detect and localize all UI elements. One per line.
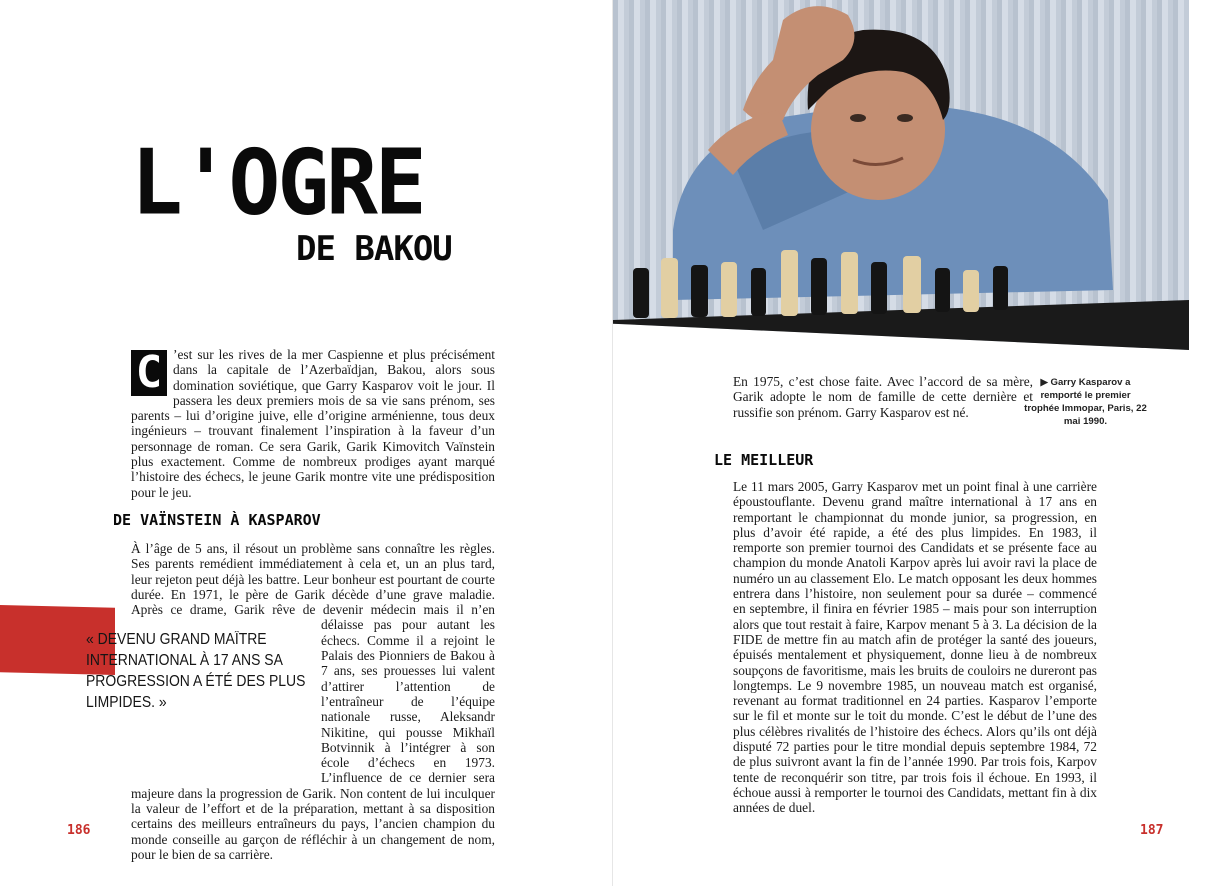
intro-text: ’est sur les rives de la mer Caspienne et plus précisément dans la capitale de l’Azerbaïdjan, Bakou, alors sous domination soviétique, que Garry Kasparov voit le jour. Il passera les deux premiers mois de sa vie sans prénom, ses parents – lui d’origine juive, elle d’origine arménienne, tous deux ingénieurs – trouvant finalement l’inspiration à la faveur d’un personnage de roman. Ce sera Garik, Garik Kimovitch Vaïnstein plus exactement. Comme de nombreux prodiges ayant marqué l’histoire des échecs, le jeune Garik montre vite une prédisposition pour le jeu. xyxy=(131,347,495,500)
section-text-right: Le 11 mars 2005, Garry Kasparov met un point final à une carrière époustouflante. Devenu grand maître international à 17 ans en remportant le championnat du monde junior, sa progression, en plus d’avoir été rapide, a été des plus limpides. En 1983, il remporte son premier tournoi des Candidats et se présente face au champion du monde Anatoli Karpov après lui avoir ravi la place de numéro un au classement Elo. Le match opposant les deux hommes entrera dans l’histoire, non seulement pour sa durée – commencé en septembre, il finira en février 1985 – mais pour son interruption alors que tout restait à faire, Karpov menant 5 à 3. La décision de la FIDE de mettre fin au match afin de protéger la santé des joueurs, épuisés mentalement et physiquement, donne lieu à de nombreux soupçons de favoritisme, mais les bruits de couloirs ne dureront pas longtemps. Le 9 novembre 1985, un nouveau match est organisé, revenant au format traditionnel en 24 parties. Kasparov l’emporte sur le fil et monte sur le toit du monde. C’est le début de l’une des plus célèbres rivalités de l’histoire des échecs. Alors qu’ils ont déjà disputé 72 parties pour le titre mondial depuis septembre 1984, 72 de plus suivront avant la fin de l’année 1990. Par trois fois, Karpov tente de reconquérir son titre, par trois fois il échoue. En 1993, il échoue aussi à remporter le tournoi des Candidats, mettant fin à dix années de duel. xyxy=(733,479,1097,816)
article-title: L'OGRE xyxy=(131,130,424,236)
photo-illustration xyxy=(613,0,1189,350)
photo-caption: ▶ Garry Kasparov a remporté le premier trophée Immopar, Paris, 22 mai 1990. xyxy=(1024,377,1147,427)
section-heading-meilleur: LE MEILLEUR xyxy=(714,451,814,469)
kasparov-photo xyxy=(613,0,1189,350)
section-text-left: À l’âge de 5 ans, il résout un problème sans connaître les règles. Ses parents remédient immédiatement à cela et, un an plus tard, leur rejeton peut déjà les battre. Leur bonheur est pourtant de courte durée. En 1971, le père de Garik décède d’une grave maladie. Après ce drame, Garik rêve de devenir médecin mais il n’en délaisse pas pour autant les échecs. Comme il a rejoint le Palais des Pionniers de Bakou à 7 ans, ses prouesses lui valent d’attirer l’attention de l’entraîneur de l’équipe nationale russe, Aleksandr Nikitine, qui pousse Mikhaïl Botvinnik à l’intégrer à son école d’échecs en 1973. L’influence de ce dernier sera majeure dans la progression de Garik. Non content de lui inculquer la valeur de l’effort et de la préparation, mettant à sa disposition certains des meilleurs entraîneurs du pays, l’ancien champion du monde conseille au garçon de réfléchir à un changement de nom, pour le bien de sa carrière. xyxy=(131,541,495,862)
right-page xyxy=(613,0,1226,886)
left-page xyxy=(0,0,613,886)
article-title-subline: DE BAKOU xyxy=(296,229,452,269)
continued-paragraph: En 1975, c’est chose faite. Avec l’accord de sa mère, Garik adopte le nom de famille de cette dernière et russifie son prénom. Garry Kasparov est né. xyxy=(733,374,1033,420)
page-number-left: 186 xyxy=(67,823,91,838)
drop-cap: C xyxy=(131,350,167,396)
section-heading-vainstein: DE VAÏNSTEIN À KASPAROV xyxy=(113,511,321,529)
pull-quote: « DEVENU GRAND MAÎTRE INTERNATIONAL À 17 ANS SA PROGRESSION A ÉTÉ DES PLUS LIMPIDES. » xyxy=(86,631,306,711)
page-number-right: 187 xyxy=(1140,823,1164,838)
intro-paragraph xyxy=(131,347,495,500)
